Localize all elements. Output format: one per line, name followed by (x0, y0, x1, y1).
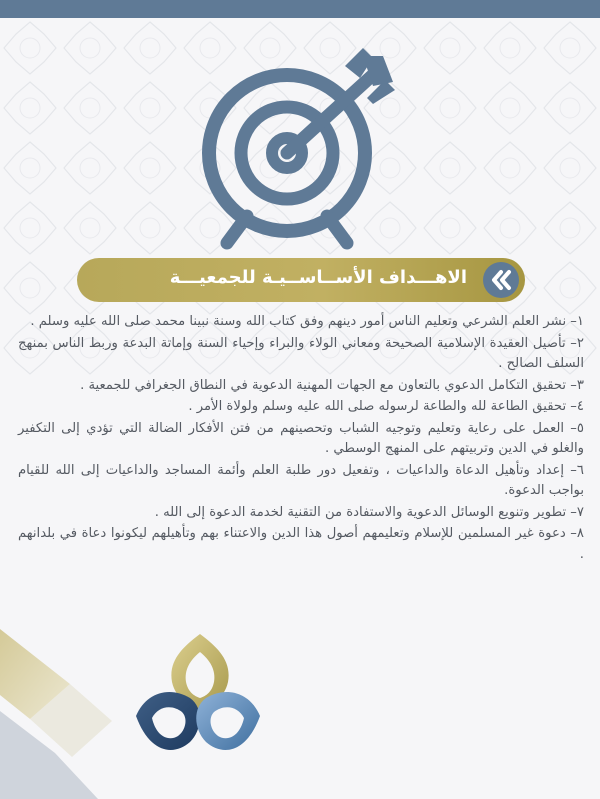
goal-item: ٢– تأصيل العقيدة الإسلامية الصحيحة ومعاني الولاء والبراء وإحياء السنة وإماتة البدعة وربط الناس بمنهج السلف الصالح . (18, 335, 584, 371)
section-title-bar (77, 258, 525, 302)
title-badge (483, 262, 519, 298)
goal-item: ٣– تحقيق التكامل الدعوي بالتعاون مع الجهات المهنية الدعوية في النطاق الجغرافي للجمعية . (80, 377, 584, 393)
corner-decoration (0, 629, 130, 799)
goal-item: ٧– تطوير وتنويع الوسائل الدعوية والاستفادة من التقنية لخدمة الدعوة إلى الله . (154, 504, 584, 520)
goal-item: ٨– دعوة غير المسلمين للإسلام وتعليمهم أصول هذا الدين والاعتناء بهم وتأهيلهم ليكونوا دعاة في بلدانهم . (18, 526, 584, 562)
goal-item: ١– نشر العلم الشرعي وتعليم الناس أمور دينهم وفق كتاب الله وسنة نبينا محمد صلى الله عليه وسلم . (30, 314, 584, 329)
section-title: الاهـــداف الأســاســيـة للجمعيـــة (169, 267, 467, 288)
target-arrow-icon (195, 38, 410, 253)
goals-list (18, 312, 584, 565)
association-logo-icon (128, 630, 268, 770)
top-bar (0, 0, 600, 18)
double-chevron-left-icon (483, 262, 519, 298)
goal-item: ٥– العمل على رعاية وتعليم وتوجيه الشباب وتحصينهم من فتن الأفكار الضالة التي تؤدي إلى التكفير والغلو في الدين وتربيتهم على المنهج الوسطي . (18, 420, 584, 456)
goal-item: ٦– إعداد وتأهيل الدعاة والداعيات ، وتفعيل دور طلبة العلم وأئمة المساجد والداعيات إلى الله للقيام بواجب الدعوة. (18, 462, 584, 498)
goal-item: ٤– تحقيق الطاعة لله والطاعة لرسوله صلى الله عليه وسلم ولولاة الأمر . (188, 399, 584, 414)
